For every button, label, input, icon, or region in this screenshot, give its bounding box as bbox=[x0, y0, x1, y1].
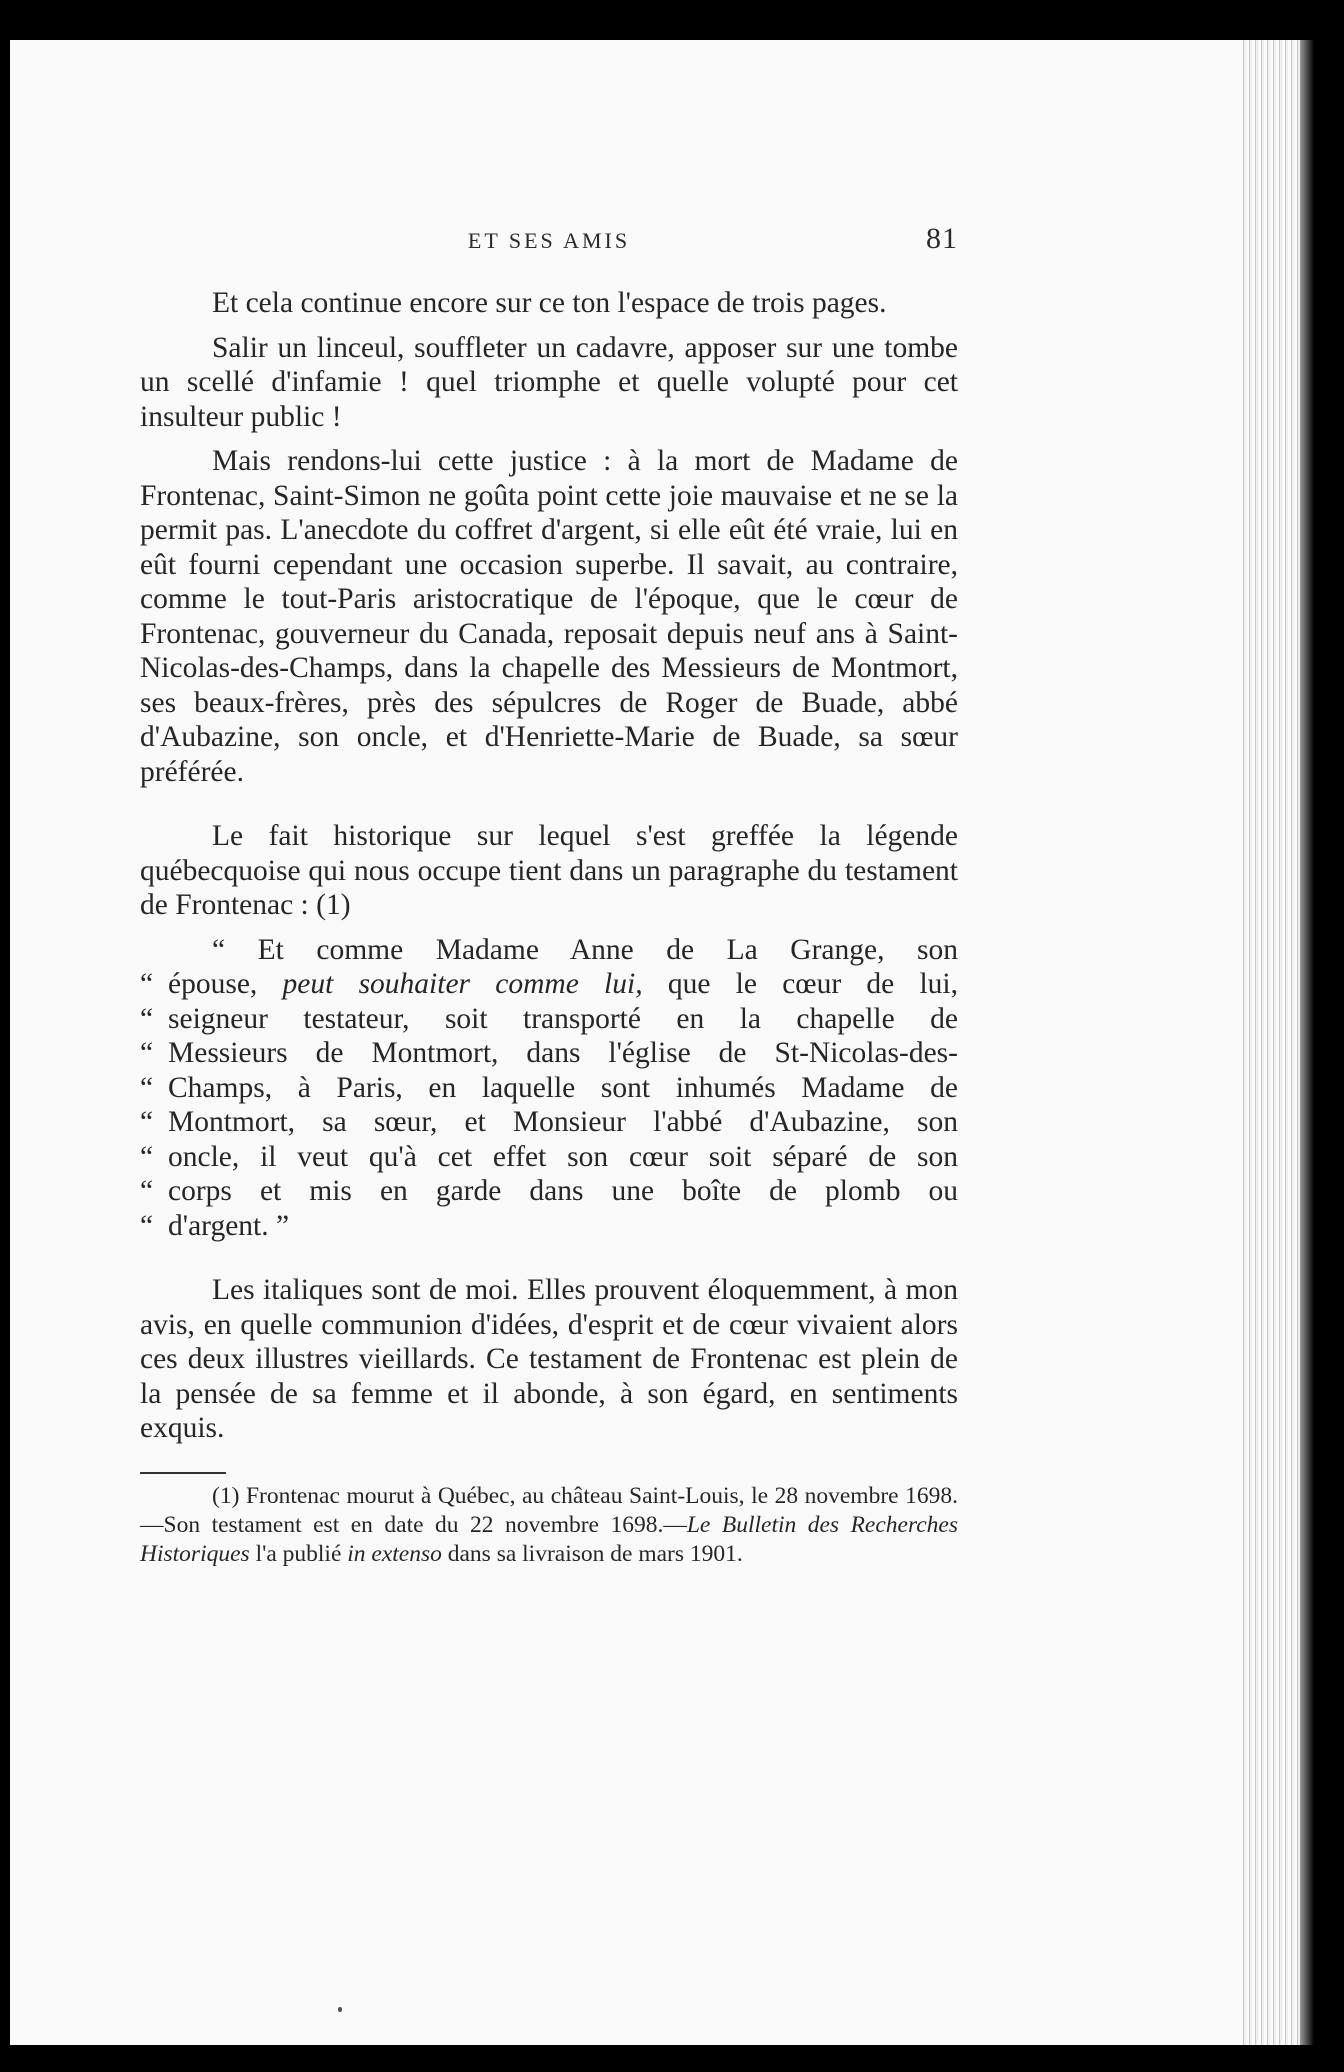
quote-mark: “ bbox=[212, 933, 226, 966]
quote-mark: “ bbox=[140, 1002, 154, 1035]
quote-mark: “ bbox=[140, 1106, 154, 1138]
italic-phrase: peut souhaiter comme lui, bbox=[282, 968, 643, 1000]
italic-title: Le Bulletin des Recherches Historiques bbox=[140, 1511, 958, 1567]
italic-phrase: in extenso bbox=[347, 1540, 442, 1567]
quote-line: “ Messieurs de Montmort, dans l'église de St-Nicolas-des- bbox=[140, 1037, 958, 1069]
quote-line: “ corps et mis en garde dans une boîte de plomb ou bbox=[140, 1175, 958, 1207]
running-header bbox=[140, 222, 958, 258]
binding-shadow bbox=[1300, 40, 1314, 2045]
page-number: 81 bbox=[926, 222, 958, 255]
quote-line: “ d'argent. ” bbox=[140, 1209, 290, 1242]
quote-line: “ épouse, peut souhaiter comme lui, que le cœur de lui, bbox=[140, 968, 959, 1000]
paragraph: Mais rendons-lui cette justice : à la mort de Madame de Frontenac, Saint-Simon ne goûta point cette joie mauvaise et ne se la permit pas. L'anecdote du coffret d'argent, si elle eût été vraie, lui en eût fourni cependant une occasion superbe. Il savait, au contraire, comme le tout-Paris aristocratique de l'époque, que le cœur de Frontenac, gouverneur du Canada, reposait depuis neuf ans à Saint-Nicolas-des-Champs, dans la chapelle des Messieurs de Montmort, ses beaux-frères, près des sépulcres de Roger de Buade, abbé d'Aubazine, son oncle, et d'Henriette-Marie de Buade, sa sœur préférée. bbox=[140, 445, 958, 788]
quote-mark: “ bbox=[140, 1037, 154, 1069]
quote-mark: “ bbox=[140, 1140, 154, 1173]
quote-mark: “ bbox=[140, 1071, 154, 1104]
paragraph: Salir un linceul, souffleter un cadavre, apposer sur une tombe un scellé d'infamie ! quel triomphe et quelle volupté pour cet insulteur public ! bbox=[140, 331, 958, 433]
quote-mark: “ bbox=[140, 1209, 154, 1242]
dust-speck bbox=[338, 2007, 342, 2012]
quote-line: “ Et comme Madame Anne de La Grange, son bbox=[212, 933, 958, 966]
quote-line: “ seigneur testateur, soit transporté en la chapelle de bbox=[140, 1002, 958, 1035]
paragraph: Et cela continue encore sur ce ton l'espace de trois pages. bbox=[212, 287, 887, 319]
paragraph: Les italiques sont de moi. Elles prouvent éloquemment, à mon avis, en quelle communion d'idées, d'esprit et de cœur vivaient alors ces deux illustres vieillards. Ce testament de Frontenac est plein de la pensée de sa femme et il abonde, à son égard, en sentiments exquis. bbox=[140, 1274, 958, 1444]
body-text bbox=[140, 286, 958, 1569]
quote-mark: “ bbox=[140, 1175, 154, 1207]
quote-line: “ oncle, il veut qu'à cet effet son cœur soit séparé de son bbox=[140, 1140, 958, 1173]
quote-line: “ Montmort, sa sœur, et Monsieur l'abbé d'Aubazine, son bbox=[140, 1106, 958, 1138]
running-title: ET SES AMIS bbox=[467, 228, 631, 253]
quote-mark: “ bbox=[140, 968, 154, 1000]
footnote: (1) Frontenac mourut à Québec, au château Saint-Louis, le 28 novembre 1698.—Son testament est en date du 22 novembre 1698.—Le Bulletin des Recherches Historiques l'a publié in extenso dans sa livraison de mars 1901. bbox=[140, 1482, 958, 1567]
paragraph: Le fait historique sur lequel s'est greffée la légende québecquoise qui nous occupe tient dans un paragraphe du testament de Frontenac : (1) bbox=[140, 820, 958, 921]
footnote-rule bbox=[140, 1472, 226, 1474]
testament-quote bbox=[140, 933, 958, 1244]
quote-line: “ Champs, à Paris, en laquelle sont inhumés Madame de bbox=[140, 1071, 958, 1104]
